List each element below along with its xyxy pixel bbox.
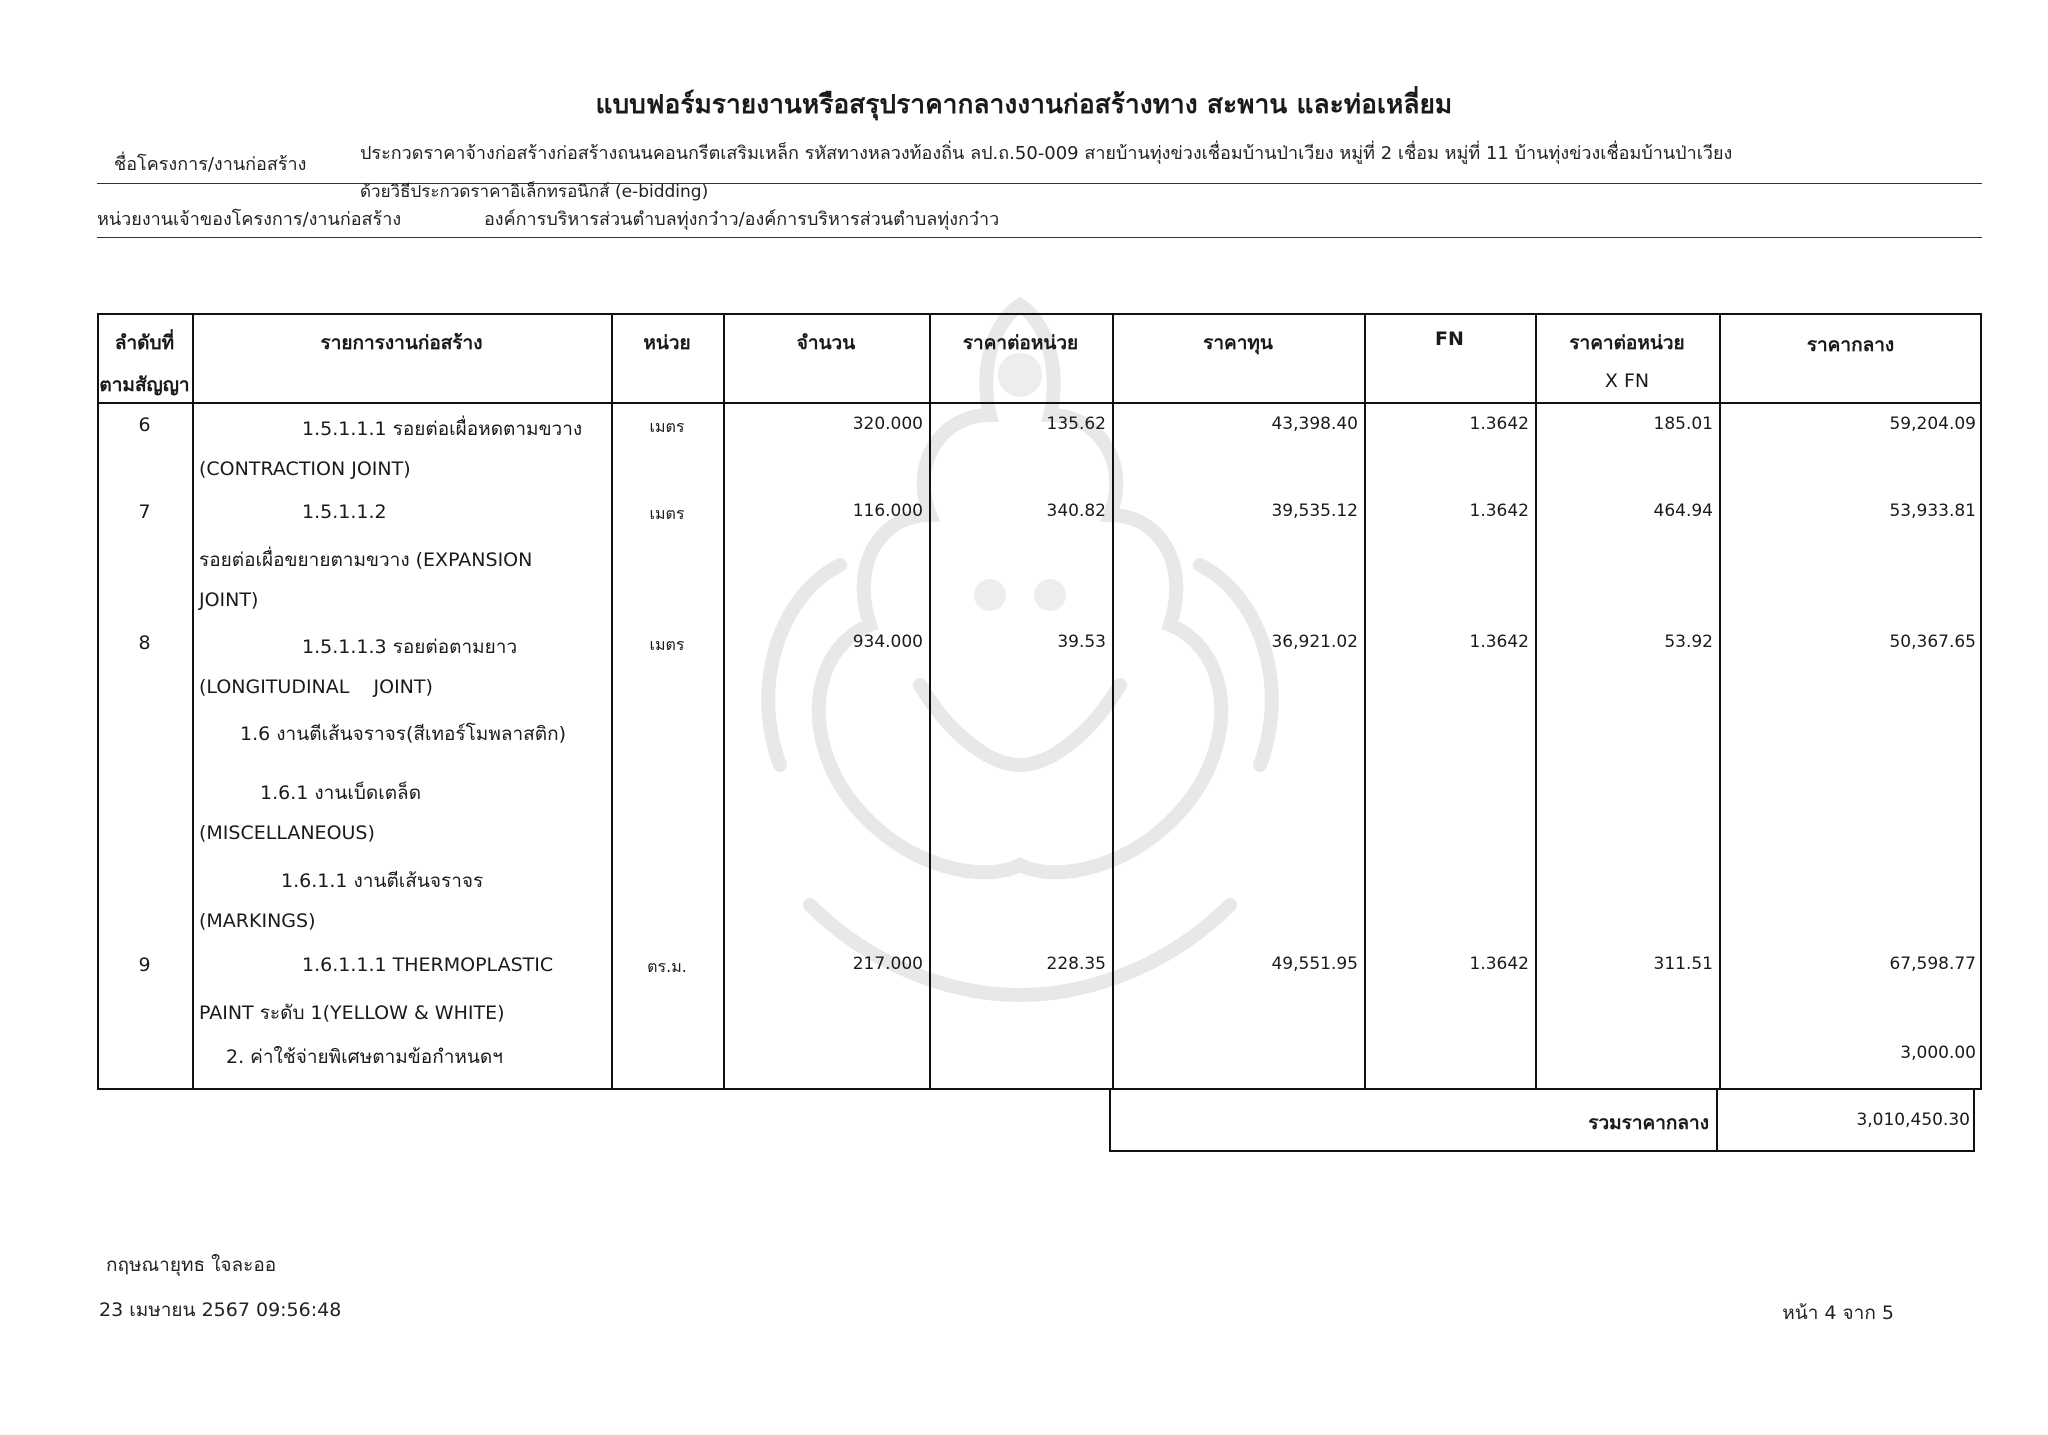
header-seq-line2: ตามสัญญา — [99, 374, 190, 396]
item-cell: 1.6.1.1.1 THERMOPLASTIC — [302, 954, 554, 976]
section-heading: 1.6 งานตีเส้นจราจร(สีเทอร์โมพลาสติก) — [240, 723, 567, 745]
seq-cell: 6 — [138, 414, 151, 436]
unit-cell: ตร.ม. — [647, 957, 687, 976]
median-cell: 50,367.65 — [1889, 632, 1976, 652]
project-name-line1: ประกวดราคาจ้างก่อสร้างก่อสร้างถนนคอนกรีตเสริมเหล็ก รหัสทางหลวงท้องถิ่น ลป.ถ.50-009 สายบ้านทุ่งข่วงเชื่อมบ้านป่าเวียง หมู่ที่ 2 เชื่อม หมู่ที่ 11 บ้านทุ่งข่วงเชื่อมบ้านป่าเวียง — [360, 143, 1733, 164]
item-cell: 2. ค่าใช้จ่ายพิเศษตามข้อกำหนดฯ — [226, 1046, 503, 1068]
unit-cell: เมตร — [649, 635, 685, 654]
unit-cell: เมตร — [649, 504, 685, 523]
median-cell: 59,204.09 — [1889, 414, 1976, 434]
item-cell: 1.5.1.1.3 รอยต่อตามยาว — [302, 636, 518, 658]
seq-cell: 9 — [138, 954, 151, 976]
owner-label: หน่วยงานเจ้าของโครงการ/งานก่อสร้าง — [97, 209, 402, 230]
unit-fn-cell: 311.51 — [1653, 954, 1713, 974]
item-cell-line2: (CONTRACTION JOINT) — [199, 458, 411, 480]
item-cell-line2: PAINT ระดับ 1(YELLOW & WHITE) — [199, 1002, 505, 1024]
owner-value: องค์การบริหารส่วนตำบลทุ่งกว๋าว/องค์การบริหารส่วนตำบลทุ่งกว๋าว — [484, 209, 1000, 230]
section-heading-line2: (MARKINGS) — [199, 910, 316, 932]
fn-cell: 1.3642 — [1469, 501, 1529, 521]
cost-cell: 39,535.12 — [1271, 501, 1358, 521]
header-unit-fn: ราคาต่อหน่วย — [1569, 332, 1685, 354]
fn-cell: 1.3642 — [1469, 954, 1529, 974]
header-unit: หน่วย — [643, 332, 691, 354]
item-cell-line2: รอยต่อเผื่อขยายตามขวาง (EXPANSION — [199, 549, 533, 571]
median-cell: 3,000.00 — [1900, 1043, 1976, 1063]
item-cell-line3: JOINT) — [199, 589, 259, 611]
project-label: ชื่อโครงการ/งานก่อสร้าง — [114, 154, 307, 175]
item-cell-line2: (LONGITUDINAL JOINT) — [199, 676, 433, 698]
header-unit-price: ราคาต่อหน่วย — [962, 332, 1079, 354]
median-cell: 67,598.77 — [1889, 954, 1976, 974]
qty-cell: 116.000 — [852, 501, 923, 521]
header-divider — [97, 402, 1982, 404]
header-seq: ลำดับที่ — [114, 332, 175, 354]
header-cost: ราคาทุน — [1203, 332, 1273, 354]
unit-price-cell: 135.62 — [1046, 414, 1106, 434]
unit-fn-cell: 185.01 — [1653, 414, 1713, 434]
total-label: รวมราคากลาง — [1588, 1112, 1709, 1134]
total-value: 3,010,450.30 — [1856, 1110, 1970, 1130]
project-name-line2: ด้วยวิธีประกวดราคาอิเล็กทรอนิกส์ (e-bidding) — [360, 182, 709, 202]
cost-cell: 49,551.95 — [1271, 954, 1358, 974]
header-qty: จำนวน — [796, 332, 856, 354]
section-heading-line2: (MISCELLANEOUS) — [199, 822, 375, 844]
unit-price-cell: 39.53 — [1057, 632, 1106, 652]
item-cell: 1.5.1.1.1 รอยต่อเผื่อหดตามขวาง — [302, 418, 583, 440]
cost-cell: 36,921.02 — [1271, 632, 1358, 652]
col-divider — [192, 313, 194, 1090]
cost-cell: 43,398.40 — [1271, 414, 1358, 434]
header-item: รายการงานก่อสร้าง — [320, 332, 483, 354]
qty-cell: 217.000 — [852, 954, 923, 974]
unit-cell: เมตร — [649, 417, 685, 436]
unit-price-cell: 340.82 — [1046, 501, 1106, 521]
signer-name: กฤษณายุทธ ใจละออ — [106, 1254, 277, 1276]
unit-fn-cell: 464.94 — [1653, 501, 1713, 521]
qty-cell: 934.000 — [852, 632, 923, 652]
section-heading: 1.6.1 งานเบ็ดเตล็ด — [260, 782, 422, 804]
page-number: หน้า 4 จาก 5 — [1782, 1302, 1894, 1324]
section-heading: 1.6.1.1 งานตีเส้นจราจร — [281, 870, 484, 892]
print-datetime: 23 เมษายน 2567 09:56:48 — [99, 1299, 342, 1321]
header-unit-fn-line2: X FN — [1604, 370, 1650, 392]
fn-cell: 1.3642 — [1469, 632, 1529, 652]
qty-cell: 320.000 — [852, 414, 923, 434]
seq-cell: 8 — [138, 632, 151, 654]
median-cell: 53,933.81 — [1889, 501, 1976, 521]
seq-cell: 7 — [138, 501, 151, 523]
unit-price-cell: 228.35 — [1046, 954, 1106, 974]
owner-rule — [97, 237, 1982, 238]
header-median: ราคากลาง — [1806, 334, 1895, 356]
page-title: แบบฟอร์มรายงานหรือสรุปราคากลางงานก่อสร้างทาง สะพาน และท่อเหลี่ยม — [595, 90, 1453, 120]
item-cell: 1.5.1.1.2 — [302, 501, 387, 523]
fn-cell: 1.3642 — [1469, 414, 1529, 434]
unit-fn-cell: 53.92 — [1664, 632, 1713, 652]
header-fn: FN — [1435, 328, 1464, 350]
